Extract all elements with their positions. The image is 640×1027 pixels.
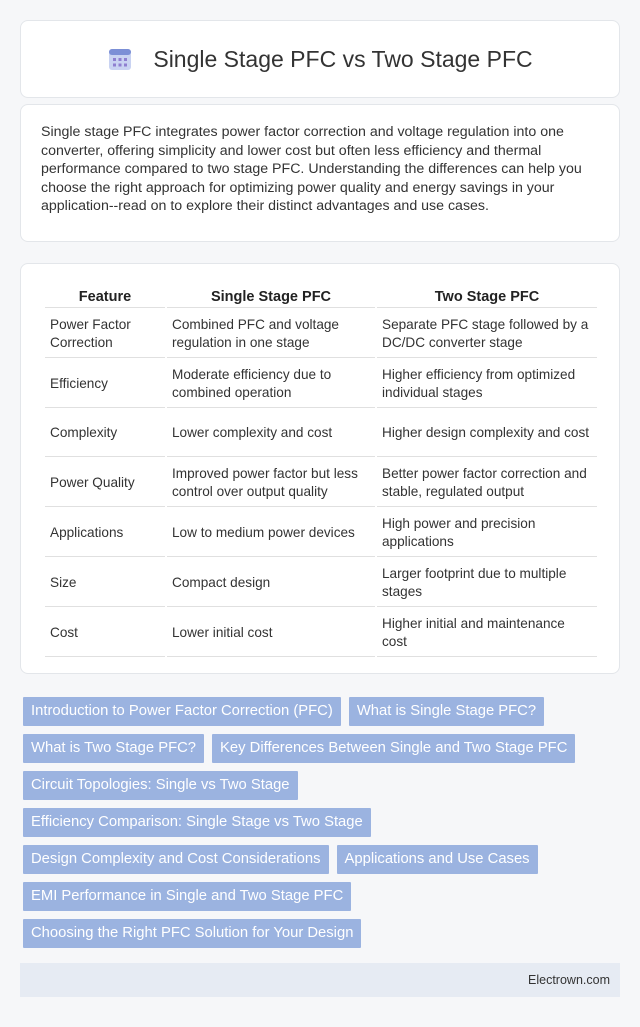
calendar-icon (107, 46, 133, 72)
table-row (45, 459, 597, 507)
topic-tag-single-stage[interactable]: What is Single Stage PFC? (349, 697, 544, 726)
table-row (45, 609, 597, 657)
topic-tag-intro-pfc[interactable]: Introduction to Power Factor Correction (PFC) (23, 697, 341, 726)
footer (20, 963, 620, 997)
topic-tag-circuit-topologies[interactable]: Circuit Topologies: Single vs Two Stage (23, 771, 298, 800)
table-cell: Complexity (45, 410, 165, 457)
comparison-table (43, 284, 599, 659)
table-cell: Lower initial cost (167, 609, 375, 657)
table-cell: Lower complexity and cost (167, 410, 375, 457)
page-header (20, 20, 620, 98)
topic-tag-choosing[interactable]: Choosing the Right PFC Solution for Your Design (23, 919, 361, 948)
table-cell: Size (45, 559, 165, 607)
table-row (45, 310, 597, 358)
table-cell: Efficiency (45, 360, 165, 408)
topic-tags (23, 697, 617, 956)
table-cell: Higher efficiency from optimized individual stages (377, 360, 597, 408)
table-cell: Combined PFC and voltage regulation in one stage (167, 310, 375, 358)
footer-site[interactable]: Electrown.com (528, 973, 610, 987)
table-cell: Compact design (167, 559, 375, 607)
table-cell: High power and precision applications (377, 509, 597, 557)
column-header: Single Stage PFC (167, 286, 375, 308)
page-title: Single Stage PFC vs Two Stage PFC (153, 45, 533, 72)
table-row (45, 360, 597, 408)
topic-tag-applications[interactable]: Applications and Use Cases (337, 845, 538, 874)
table-cell: Better power factor correction and stable, regulated output (377, 459, 597, 507)
table-header-row (45, 286, 597, 308)
table-cell: Low to medium power devices (167, 509, 375, 557)
comparison-table-card (20, 263, 620, 674)
table-cell: Larger footprint due to multiple stages (377, 559, 597, 607)
column-header: Feature (45, 286, 165, 308)
table-cell: Applications (45, 509, 165, 557)
table-cell: Higher initial and maintenance cost (377, 609, 597, 657)
table-row (45, 509, 597, 557)
topic-tag-two-stage[interactable]: What is Two Stage PFC? (23, 734, 204, 763)
column-header: Two Stage PFC (377, 286, 597, 308)
intro-text: Single stage PFC integrates power factor correction and voltage regulation into one converter, offering simplicity and lower cost but often less efficiency and thermal performance compared to two stage PFC. Understanding the differences can help you choose the right approach for optimizing power quality and energy savings in your application--read on to explore their distinct advantages and use cases. (41, 124, 582, 214)
table-cell: Moderate efficiency due to combined operation (167, 360, 375, 408)
table-row (45, 410, 597, 457)
intro-card (20, 104, 620, 242)
table-cell: Separate PFC stage followed by a DC/DC converter stage (377, 310, 597, 358)
table-row (45, 559, 597, 607)
topic-tag-key-differences[interactable]: Key Differences Between Single and Two Stage PFC (212, 734, 575, 763)
table-cell: Cost (45, 609, 165, 657)
topic-tag-design-complexity[interactable]: Design Complexity and Cost Considerations (23, 845, 329, 874)
table-cell: Power Quality (45, 459, 165, 507)
topic-tag-efficiency[interactable]: Efficiency Comparison: Single Stage vs Two Stage (23, 808, 371, 837)
table-cell: Power Factor Correction (45, 310, 165, 358)
table-cell: Higher design complexity and cost (377, 410, 597, 457)
table-cell: Improved power factor but less control over output quality (167, 459, 375, 507)
topic-tag-emi[interactable]: EMI Performance in Single and Two Stage PFC (23, 882, 351, 911)
